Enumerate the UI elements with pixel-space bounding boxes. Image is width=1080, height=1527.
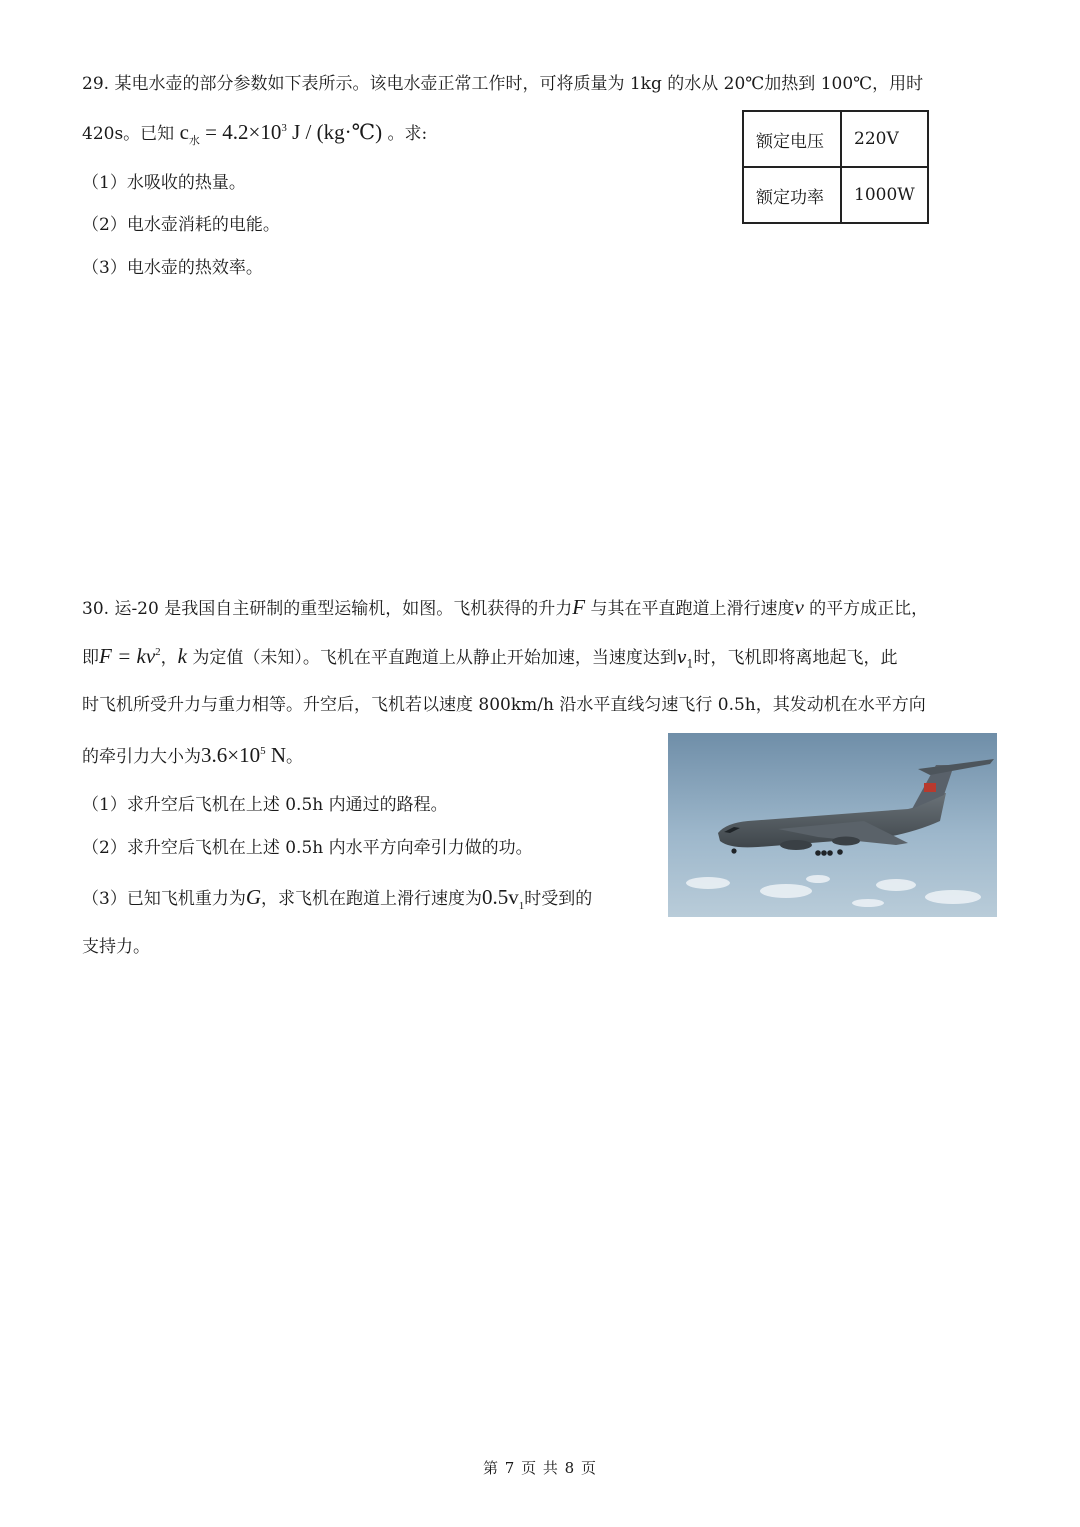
q29-item-1: （1）水吸收的热量。 [82,173,246,193]
table-row [743,167,928,223]
formula-c: c [179,120,189,144]
traction-exp: 5 [260,745,266,757]
q30-line1-a: 30. 运-20 是我国自主研制的重型运输机，如图。飞机获得的升力 [82,599,573,619]
symbol-k: k [177,644,187,668]
symbol-G: G [245,885,261,909]
q30-item3-a: （3）已知飞机重力为 [82,889,246,909]
symbol-v: v [794,595,804,619]
q30-line1-c: 的平方成正比， [803,599,929,619]
q29-stem-line1: 29. 某电水壶的部分参数如下表所示。该电水壶正常工作时，可将质量为 1kg 的水从 20℃加热到 100℃，用时 [82,74,924,94]
q30-stem-line1 [82,595,928,621]
q29-stem-line2 [82,120,427,146]
q29-item-3: （3）电水壶的热效率。 [82,258,263,278]
q30-line2-a: 即 [82,648,99,668]
specific-heat-formula [179,120,383,148]
table-cell-label: 额定功率 [743,167,841,223]
q30-line2-c: 为定值（未知）。飞机在平直跑道上从静止开始加速，当速度达到 [186,648,677,668]
table-cell-value: 220V [841,111,928,167]
formula-exp: 3 [281,122,287,134]
q30-item-3 [82,885,592,911]
table-cell-label: 额定电压 [743,111,841,167]
q30-item3-c: 时受到的 [524,889,593,909]
q30-item-3-line2: 支持力。 [82,937,150,957]
q30-stem-line4 [82,743,303,769]
kettle-parameter-table [742,110,929,224]
q30-line2-d: 时，飞机即将离地起飞，此 [693,648,898,668]
q30-line4-a: 的牵引力大小为 [82,747,201,767]
q30-item-1: （1）求升空后飞机在上述 0.5h 内通过的路程。 [82,795,448,815]
formula-sub: 水 [188,135,200,148]
y20-aircraft-photo [668,733,997,917]
symbol-v1: v [676,648,687,668]
symbol-v1-sub: 1 [686,657,694,671]
lift-formula: F = kv [99,644,156,668]
table-row [743,111,928,167]
q29-line2-prefix: 420s。已知 [82,124,175,144]
q30-line2-b: ， [160,648,178,668]
traction-value: 3.6×10 [201,743,261,767]
half-v1-value: 0.5v [482,885,519,909]
q30-item3-b: ，求飞机在跑道上滑行速度为 [261,889,482,909]
q30-line4-b: 。 [286,747,304,767]
q30-item-2: （2）求升空后飞机在上述 0.5h 内水平方向牵引力做的功。 [82,838,533,858]
table-cell-value: 1000W [841,167,928,223]
q30-stem-line3: 时飞机所受升力与重力相等。升空后，飞机若以速度 800km/h 沿水平直线匀速飞行 0.5h，其发动机在水平方向 [82,695,926,715]
q29-item-2: （2）电水壶消耗的电能。 [82,215,280,235]
q29-line2-suffix: 。求: [387,124,428,144]
formula-mid: = 4.2×10 [199,120,282,144]
page-footer: 第 7 页 共 8 页 [483,1459,597,1477]
formula-unit: J / (kg·℃) [286,120,383,144]
lift-formula-exp: 2 [155,646,161,658]
symbol-F: F [572,595,586,619]
q30-stem-line2 [82,644,897,670]
aircraft-image [668,733,997,917]
q30-line1-b: 与其在平直跑道上滑行速度 [585,599,795,619]
half-v1-sub: 1 [518,900,525,913]
traction-unit: N [265,743,287,767]
